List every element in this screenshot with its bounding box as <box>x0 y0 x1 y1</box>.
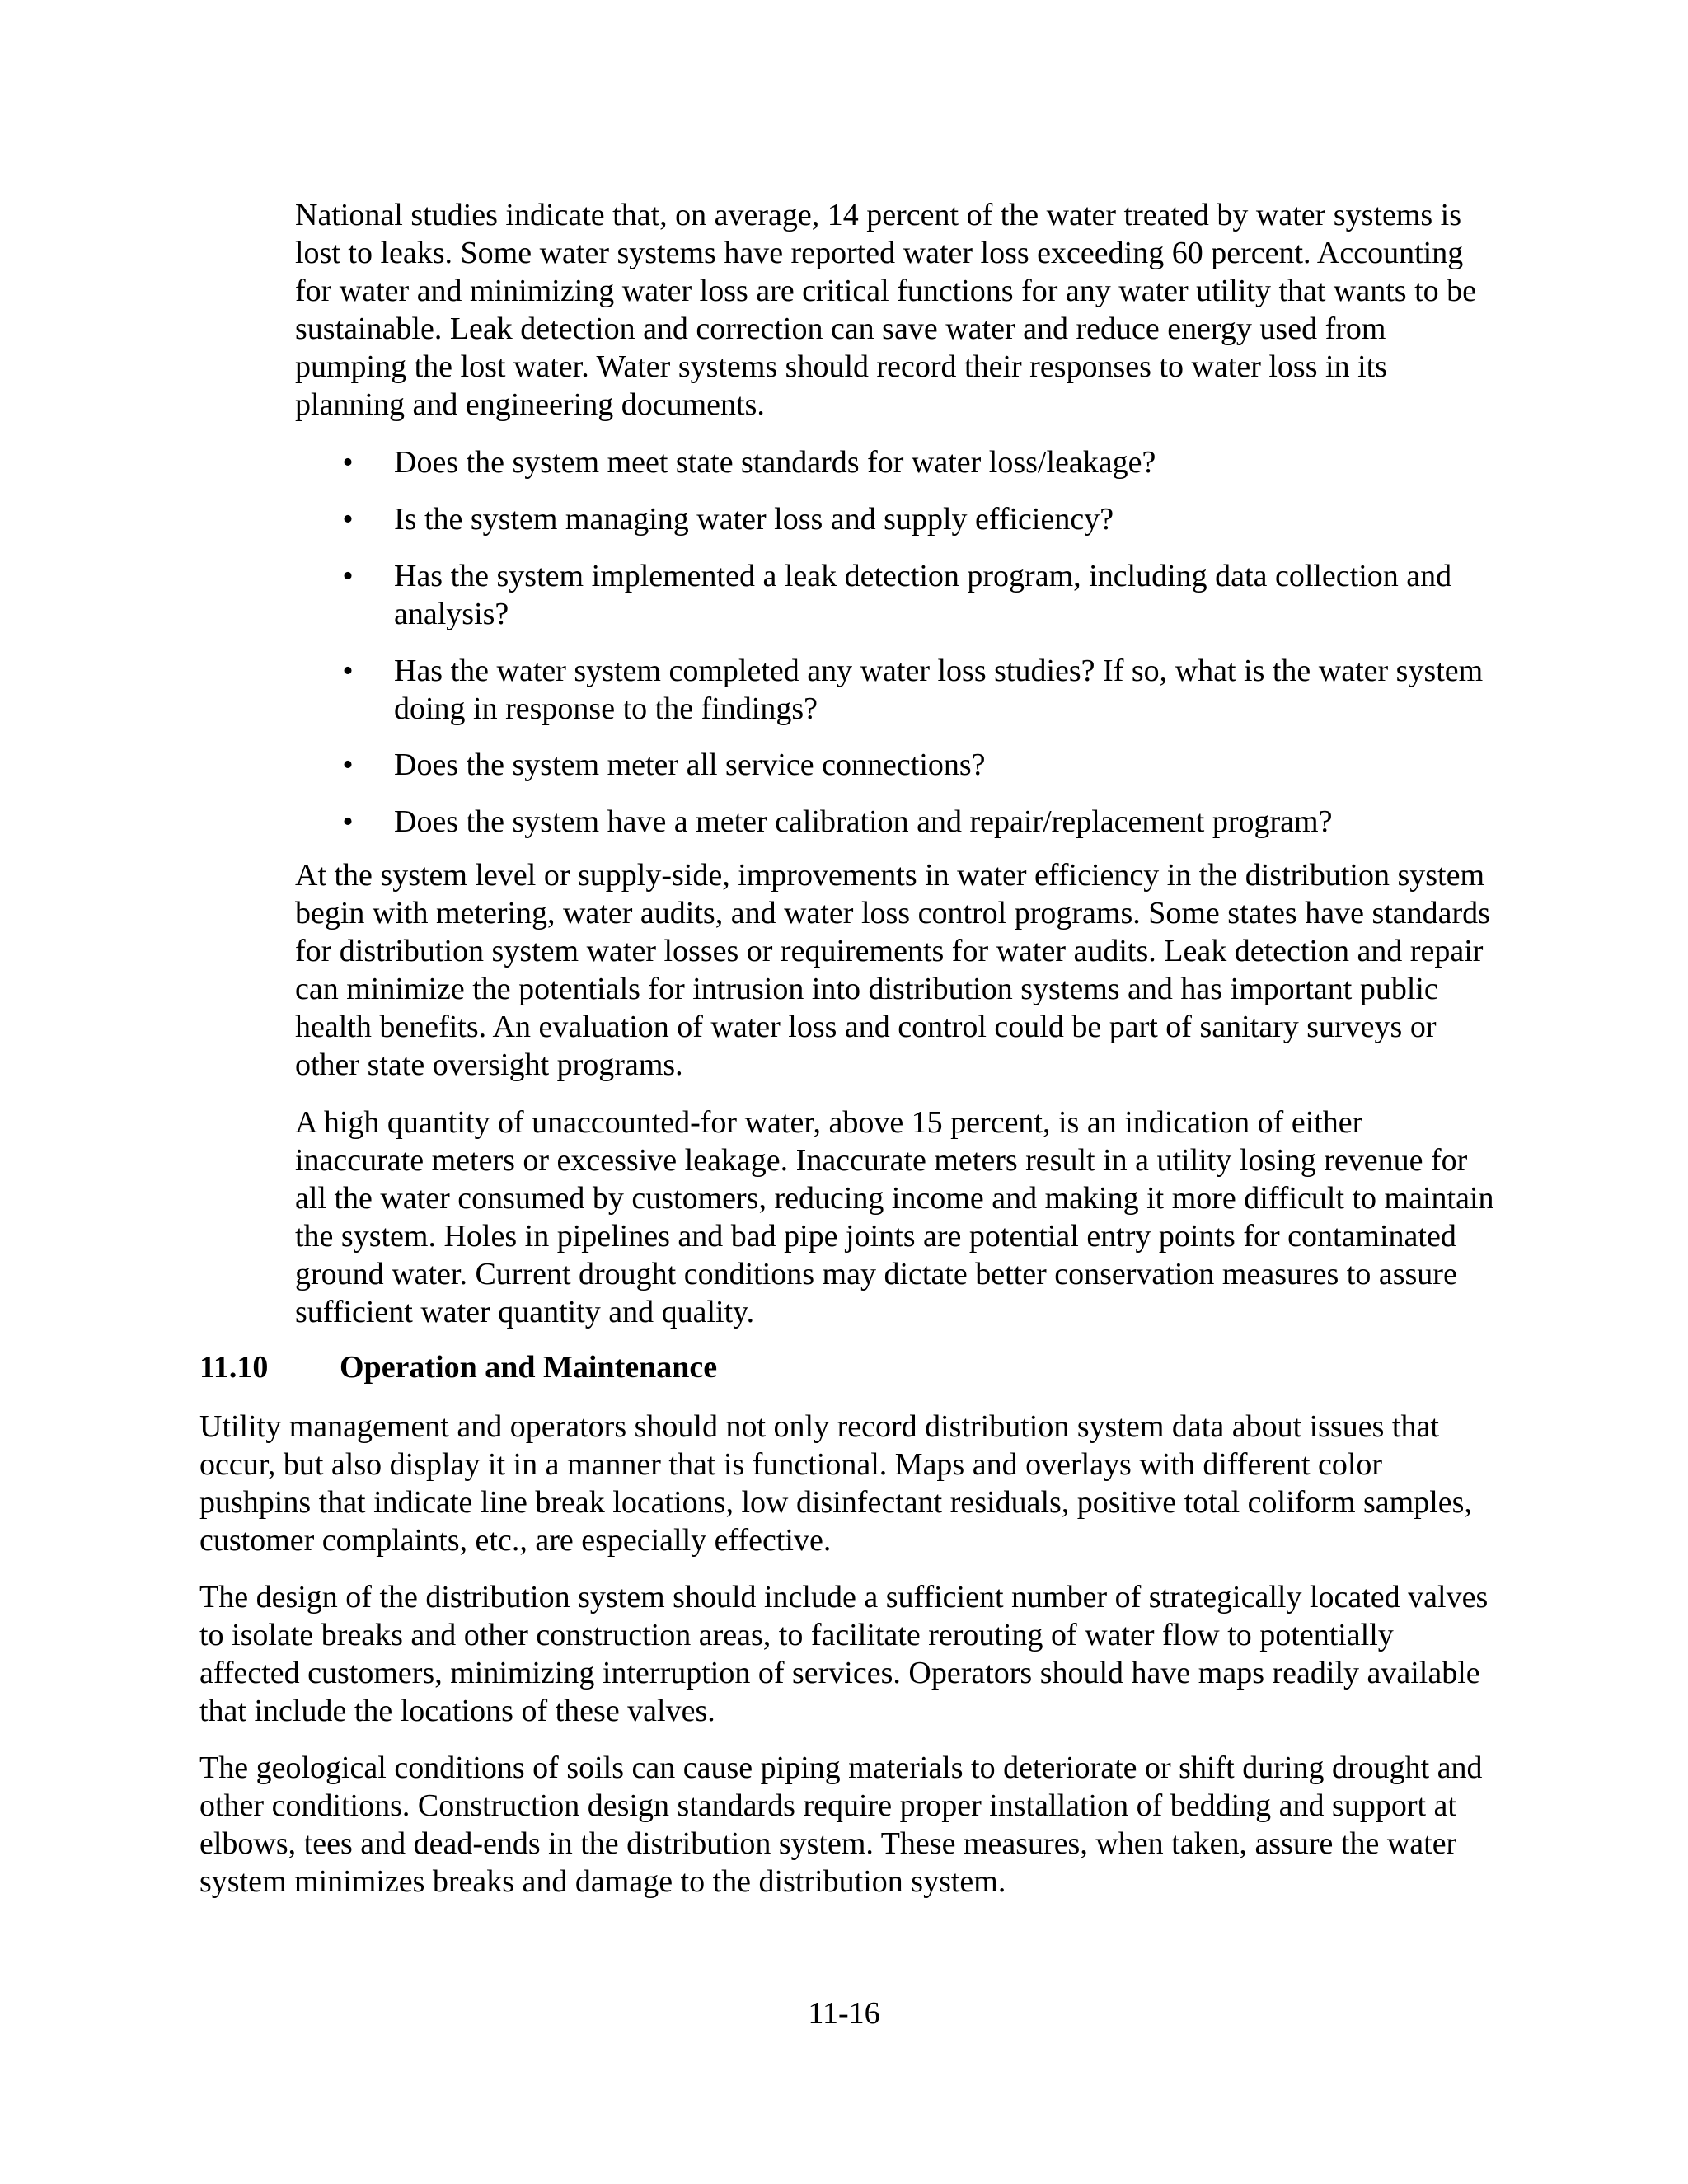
list-item-text: Is the system managing water loss and supply efficiency? <box>394 502 1114 537</box>
data-display-paragraph: Utility management and operators should not only record distribution system data about issues that occur, but also display it in a manner that is functional. Maps and overlays with different color pushpins that indicate line break locations, low disinfectant residuals, positive total coliform samples, customer complaints, etc., are especially effective. <box>199 1409 1472 1558</box>
bullet-icon: • <box>342 748 354 782</box>
section-number: 11.10 <box>199 1350 269 1385</box>
list-item-text: Has the water system completed any water loss studies? If so, what is the water system doing in response to the findings? <box>394 654 1484 726</box>
list-item-text: Does the system meet state standards for water loss/leakage? <box>394 445 1156 480</box>
intro-paragraph: National studies indicate that, on average, 14 percent of the water treated by water systems is lost to leaks. Some water systems have reported water loss exceeding 60 percent. Accounting for water and minimizing water loss are critical functions for any water utility that wants to be sustainable. Leak detection and correction can save water and reduce energy used from pumping the lost water. Water systems should record their responses to water loss in its planning and engineering documents. <box>295 198 1476 422</box>
list-item-text: Does the system meter all service connections? <box>394 748 986 782</box>
supply-side-paragraph: At the system level or supply-side, improvements in water efficiency in the distribution system begin with metering, water audits, and water loss control programs. Some states have standards for distribution system water losses or requirements for water audits. Leak detection and repair can minimize the potentials for intrusion into distribution systems and has important public health benefits. An evaluation of water loss and control could be part of sanitary surveys or other state oversight programs. <box>295 858 1490 1082</box>
list-item-text: Does the system have a meter calibration and repair/replacement program? <box>394 804 1333 839</box>
bullet-icon: • <box>342 804 354 839</box>
bullet-icon: • <box>342 445 354 480</box>
valves-paragraph: The design of the distribution system should include a sufficient number of strategically located valves to isolate breaks and other construction areas, to facilitate rerouting of water flow to potentially affected customers, minimizing interruption of services. Operators should have maps readily available that include the locations of these valves. <box>199 1580 1489 1728</box>
bullet-icon: • <box>342 654 354 688</box>
list-item-text: Has the system implemented a leak detection program, including data collection and analysis? <box>394 559 1452 631</box>
section-title: Operation and Maintenance <box>340 1350 718 1385</box>
bullet-icon: • <box>342 502 354 537</box>
soil-conditions-paragraph: The geological conditions of soils can cause piping materials to deteriorate or shift during drought and other conditions. Construction design standards require proper installation of bedding and support at elbows, tees and dead-ends in the distribution system. These measures, when taken, assure the water system minimizes breaks and damage to the distribution system. <box>199 1750 1483 1899</box>
page-number: 11-16 <box>808 1996 880 2031</box>
unaccounted-water-paragraph: A high quantity of unaccounted-for water, above 15 percent, is an indication of either inaccurate meters or excessive leakage. Inaccurate meters result in a utility losing revenue for all the water consumed by customers, reducing income and making it more difficult to maintain the system. Holes in pipelines and bad pipe joints are potential entry points for contaminated ground water. Current drought conditions may dictate better conservation measures to assure sufficient water quantity and quality. <box>295 1105 1494 1329</box>
bullet-icon: • <box>342 559 354 593</box>
